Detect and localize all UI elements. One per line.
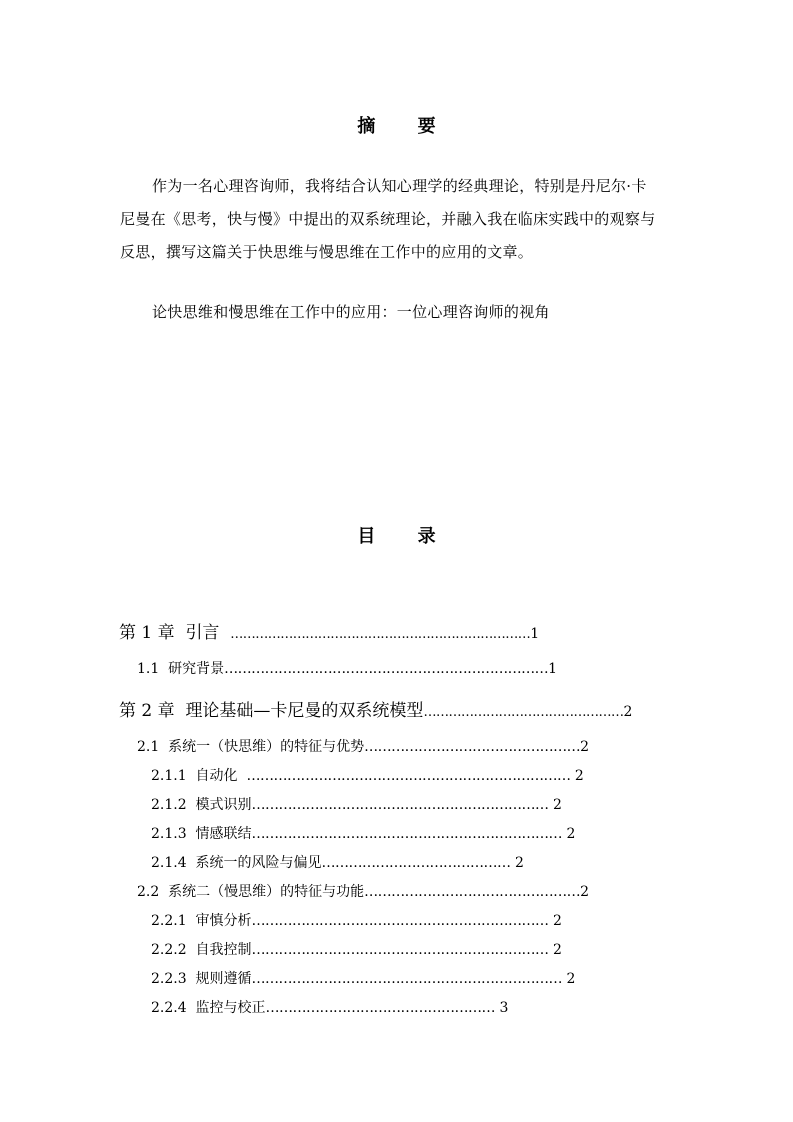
toc-entry-number: 第 1 章 xyxy=(119,623,175,643)
toc-entry-title: 模式识别 xyxy=(195,797,252,813)
toc-entry-title: 监控与校正 xyxy=(195,1000,266,1016)
toc-entry-number: 第 2 章 xyxy=(119,701,175,721)
toc-entry-number: 2.2.2 xyxy=(151,942,187,958)
toc-entry-title: 系统一的风险与偏见 xyxy=(195,855,322,871)
toc-leader-dots: ………………………………………………………… xyxy=(251,797,549,813)
toc-leader-dots: …………………………………………………………… xyxy=(251,971,563,987)
toc-entry-title: 情感联结 xyxy=(195,826,252,842)
toc-entry-page: 2 xyxy=(566,826,576,842)
toc-entry-page: 2 xyxy=(566,971,576,987)
toc-entry-number: 2.2 xyxy=(137,884,160,900)
toc-leader-dots: …………………………………………………………… xyxy=(251,826,563,842)
toc-entry-title: 自动化 xyxy=(195,768,238,784)
abstract-line-3: 反思，撰写这篇关于快思维与慢思维在工作中的应用的文章。 xyxy=(120,243,534,261)
toc-entry-page: 2 xyxy=(552,797,562,813)
toc-entry-number: 2.2.4 xyxy=(151,1000,187,1016)
abstract-line-2: 尼曼在《思考，快与慢》中提出的双系统理论，并融入我在临床实践中的观察与 xyxy=(120,210,656,228)
toc-entry[interactable] xyxy=(151,794,562,814)
toc-entry-title: 系统一（快思维）的特征与优势 xyxy=(168,739,365,755)
toc-entry[interactable] xyxy=(119,696,632,721)
toc-entry[interactable] xyxy=(137,658,557,678)
article-title-line: 论快思维和慢思维在工作中的应用：一位心理咨询师的视角 xyxy=(152,303,550,321)
toc-entry-page: 1 xyxy=(530,626,540,642)
toc-entry-page: 2 xyxy=(623,704,633,720)
toc-entry[interactable] xyxy=(151,823,575,843)
toc-entry[interactable] xyxy=(151,968,575,988)
abstract-heading: 摘 要 xyxy=(357,116,454,137)
toc-entry-page: 2 xyxy=(552,913,562,929)
toc-entry-number: 2.1.3 xyxy=(151,826,187,842)
toc-entry-page: 2 xyxy=(580,739,590,755)
toc-entry-number: 2.1 xyxy=(137,739,160,755)
toc-leader-dots: ………………………………………… xyxy=(364,739,581,755)
toc-entry-title: 引言 xyxy=(185,623,220,643)
toc-entry[interactable] xyxy=(151,910,562,930)
toc-entry-page: 2 xyxy=(574,768,584,784)
toc-leader-dots: ………………………………………………………… xyxy=(251,913,549,929)
toc-entry-number: 2.1.2 xyxy=(151,797,187,813)
toc-leader-dots: ………………………………………… xyxy=(423,705,624,720)
abstract-line-1: 作为一名心理咨询师，我将结合认知心理学的经典理论，特别是丹尼尔·卡 xyxy=(152,177,647,195)
toc-leader-dots: ……………………………………………………………… xyxy=(246,768,571,784)
toc-leader-dots: ………………………………………… xyxy=(364,884,581,900)
toc-entry-title: 审慎分析 xyxy=(195,913,252,929)
toc-entry[interactable] xyxy=(137,881,589,901)
toc-entry-number: 1.1 xyxy=(137,661,160,677)
toc-entry[interactable] xyxy=(151,765,584,785)
toc-entry-page: 2 xyxy=(514,855,524,871)
toc-leader-dots: ……………………………………………………………… xyxy=(230,627,531,642)
toc-heading: 目 录 xyxy=(357,526,454,547)
toc-entry[interactable] xyxy=(151,939,562,959)
toc-entry-page: 2 xyxy=(580,884,590,900)
toc-entry-title: 自我控制 xyxy=(195,942,252,958)
toc-leader-dots: …………………………………… xyxy=(321,855,511,871)
toc-entry-title: 理论基础—卡尼曼的双系统模型 xyxy=(185,701,424,721)
toc-leader-dots: …………………………………………… xyxy=(265,1000,496,1016)
toc-leader-dots: ………………………………………………………… xyxy=(251,942,549,958)
toc-entry-title: 系统二（慢思维）的特征与功能 xyxy=(168,884,365,900)
toc-entry[interactable] xyxy=(119,618,539,643)
toc-entry-number: 2.2.1 xyxy=(151,913,187,929)
toc-entry[interactable] xyxy=(151,997,508,1017)
toc-entry-number: 2.2.3 xyxy=(151,971,187,987)
toc-entry-page: 1 xyxy=(548,661,558,677)
toc-entry[interactable] xyxy=(151,852,524,872)
toc-entry-number: 2.1.4 xyxy=(151,855,187,871)
toc-entry-page: 3 xyxy=(499,1000,509,1016)
toc-entry-page: 2 xyxy=(552,942,562,958)
toc-entry-title: 规则遵循 xyxy=(195,971,252,987)
toc-entry[interactable] xyxy=(137,736,589,756)
toc-entry-number: 2.1.1 xyxy=(151,768,187,784)
toc-entry-title: 研究背景 xyxy=(168,661,225,677)
toc-leader-dots: ……………………………………………………………… xyxy=(224,661,549,677)
